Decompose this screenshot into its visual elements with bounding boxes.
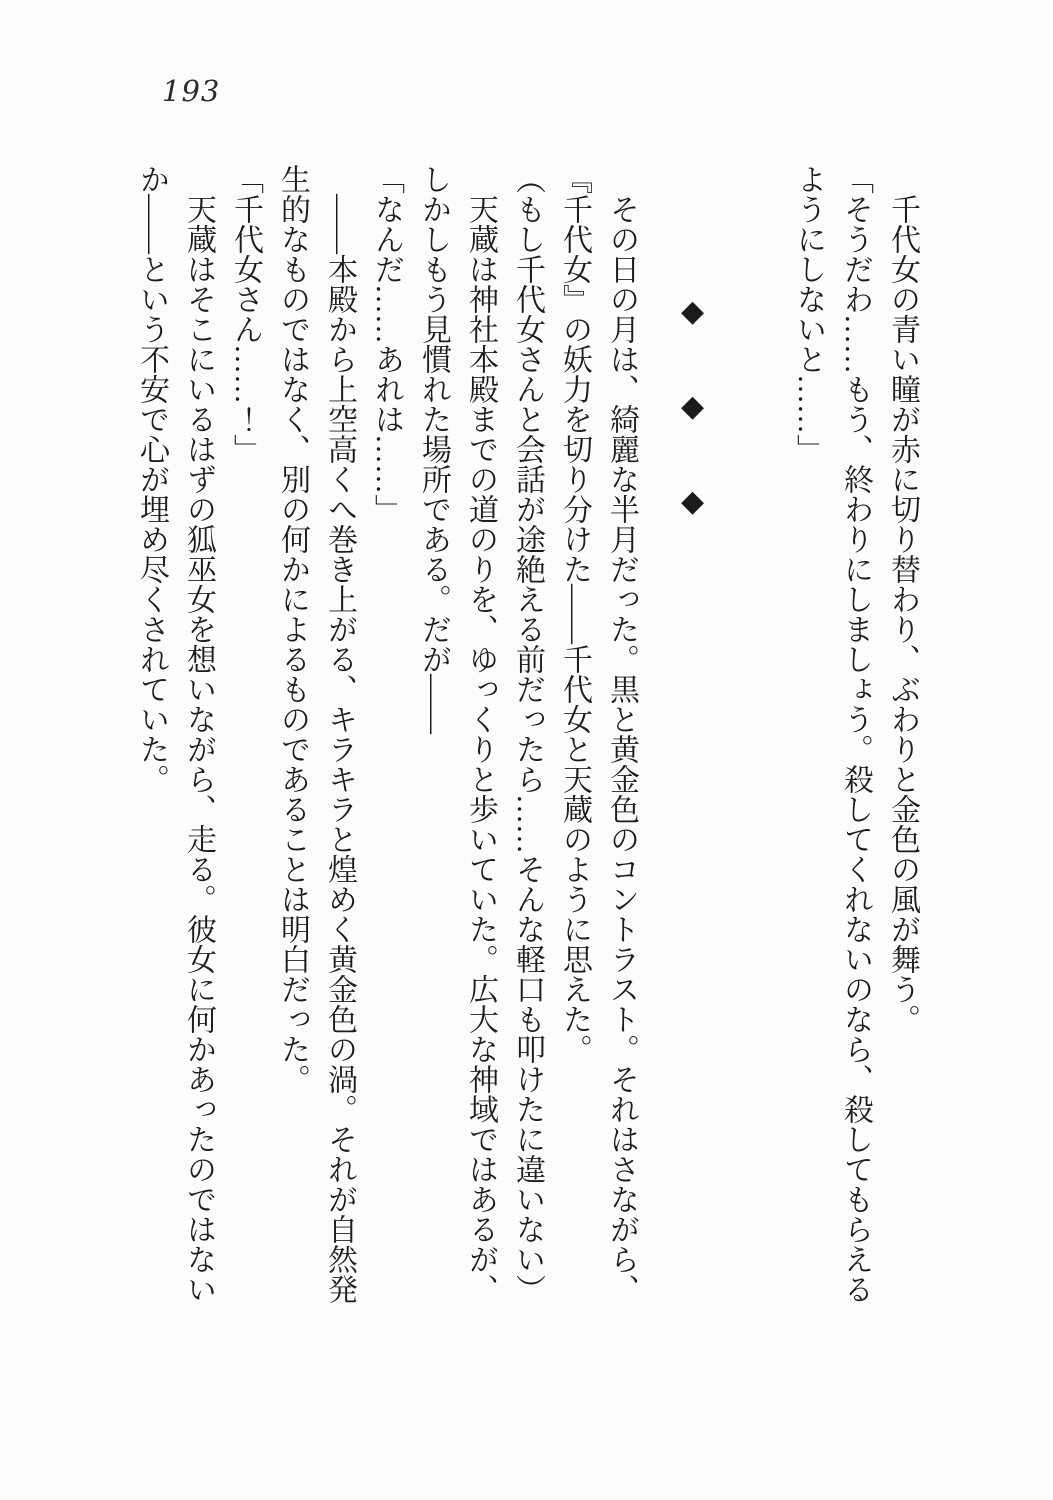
paragraph-dialogue: 「なんだ……あれは……」 [370, 164, 403, 524]
paragraph-thought: （もし千代女さんと会話が途絶える前だったら……そんな軽口も叩けたに違いない） [511, 164, 544, 1304]
vertical-text-block [128, 164, 926, 1312]
paragraph-narration: ――本殿から上空高くへ巻き上がる、キラキラと煌めく黄金色の渦。それが自然発生的なものではなく、別の何かによるものであることは明白だった。 [276, 164, 356, 1304]
paragraph-dialogue: 「そうだわ……もう、終わりにしましょう。殺してくれないのなら、殺してもらえるようにしないと……」 [792, 164, 872, 1304]
paragraph-narration: 千代女の青い瞳が赤に切り替わり、ぶわりと金色の風が舞う。 [886, 164, 919, 1034]
paragraph-narration: 天蔵はそこにいるはずの狐巫女を想いながら、走る。彼女に何かあったのではないか――という不安で心が埋め尽くされていた。 [135, 164, 215, 1304]
paragraph-narration: その日の月は、綺麗な半月だった。黒と黄金色のコントラスト。それはさながら、『千代女』の妖力を切り分けた――千代女と天蔵のように思えた。 [558, 164, 638, 1304]
paragraph-narration: 天蔵は神社本殿までの道のりを、ゆっくりと歩いていた。広大な神域ではあるが、しかしもう見慣れた場所である。だが―― [417, 164, 497, 1304]
page-number: 193 [162, 74, 221, 108]
section-break-diamonds: ◆ ◆ ◆ [676, 294, 709, 519]
paragraph-dialogue: 「千代女さん……！」 [229, 164, 262, 464]
